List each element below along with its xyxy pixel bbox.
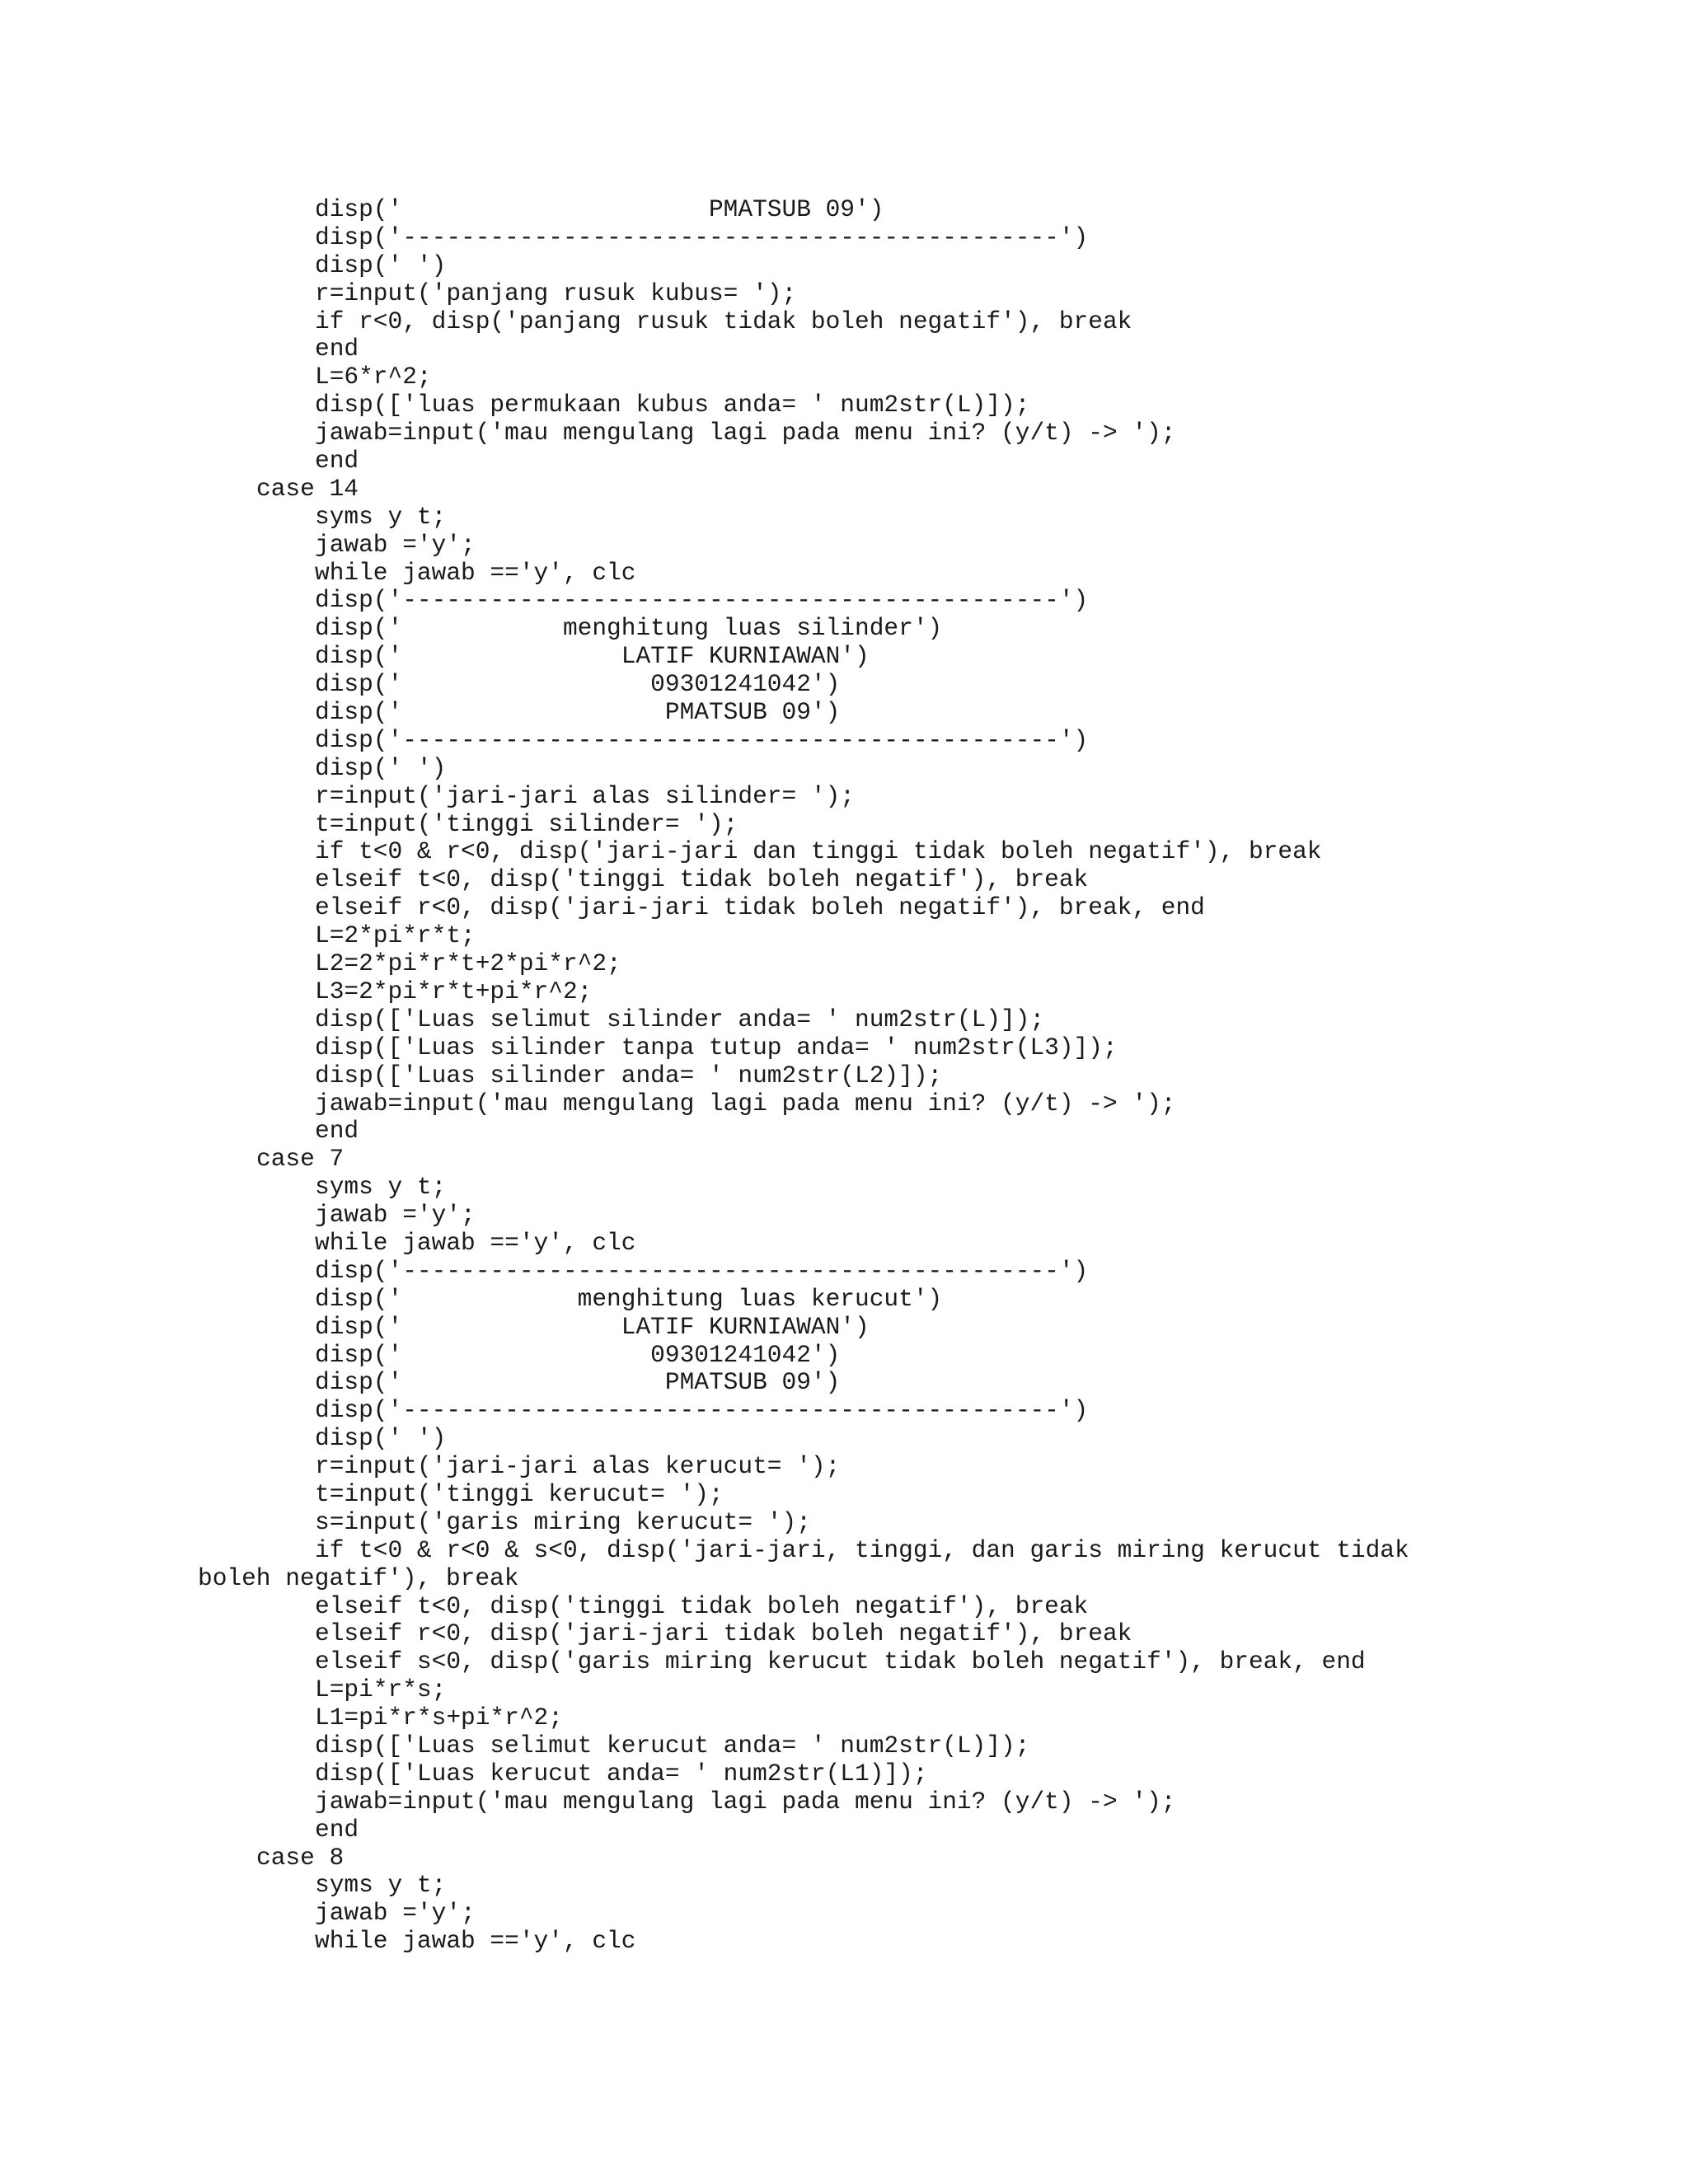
code-line: jawab ='y'; — [315, 1899, 476, 1928]
code-line: t=input('tinggi kerucut= '); — [315, 1479, 724, 1508]
code-line: disp(' ') — [315, 1424, 447, 1453]
code-line: end — [315, 1815, 359, 1844]
code-line: boleh negatif'), break — [198, 1563, 519, 1592]
code-line: if r<0, disp('panjang rusuk tidak boleh negatif'), break — [315, 307, 1132, 335]
code-line: while jawab =='y', clc — [315, 558, 636, 587]
code-line: s=input('garis miring kerucut= '); — [315, 1507, 811, 1536]
code-line: L=2*pi*r*t; — [315, 921, 476, 950]
code-line: case 14 — [256, 474, 359, 503]
code-line: disp(['Luas silinder anda= ' num2str(L2)]); — [315, 1061, 943, 1090]
code-line: syms y t; — [315, 1173, 447, 1202]
code-line: disp(' PMATSUB 09') — [315, 195, 884, 223]
code-line: disp(' menghitung luas kerucut') — [315, 1284, 943, 1313]
code-line: if t<0 & r<0 & s<0, disp('jari-jari, tinggi, dan garis miring kerucut tidak — [315, 1535, 1409, 1564]
code-line: elseif t<0, disp('tinggi tidak boleh negatif'), break — [315, 1591, 1089, 1620]
code-line: while jawab =='y', clc — [315, 1228, 636, 1257]
code-line: disp(' ') — [315, 753, 447, 782]
code-line: disp('---------------------------------------------') — [315, 586, 1089, 615]
code-line: disp(' menghitung luas silinder') — [315, 614, 943, 643]
code-line: disp(['Luas kerucut anda= ' num2str(L1)]); — [315, 1759, 928, 1788]
code-line: jawab=input('mau mengulang lagi pada menu ini? (y/t) -> '); — [315, 1089, 1176, 1118]
code-line: elseif s<0, disp('garis miring kerucut tidak boleh negatif'), break, end — [315, 1647, 1366, 1676]
code-line: disp(' PMATSUB 09') — [315, 698, 841, 727]
code-line: case 7 — [256, 1145, 345, 1174]
code-line: elseif r<0, disp('jari-jari tidak boleh negatif'), break — [315, 1619, 1132, 1648]
code-line: syms y t; — [315, 1871, 447, 1900]
code-line: jawab ='y'; — [315, 530, 476, 559]
code-line: syms y t; — [315, 502, 447, 531]
code-line: L3=2*pi*r*t+pi*r^2; — [315, 977, 593, 1005]
code-line: disp(' ') — [315, 251, 447, 279]
code-line: end — [315, 335, 359, 363]
code-line: L2=2*pi*r*t+2*pi*r^2; — [315, 949, 621, 978]
code-line: L1=pi*r*s+pi*r^2; — [315, 1704, 563, 1732]
code-line: r=input('panjang rusuk kubus= '); — [315, 279, 797, 307]
code-line: disp(' 09301241042') — [315, 670, 841, 699]
code-line: r=input('jari-jari alas kerucut= '); — [315, 1452, 841, 1481]
code-line: t=input('tinggi silinder= '); — [315, 809, 738, 838]
code-line: end — [315, 447, 359, 476]
code-line: disp(' PMATSUB 09') — [315, 1368, 841, 1397]
code-line: disp(['Luas selimut silinder anda= ' num2str(L)]); — [315, 1005, 1045, 1033]
code-line: case 8 — [256, 1843, 345, 1872]
code-line: end — [315, 1117, 359, 1146]
code-line: disp(['Luas selimut kerucut anda= ' num2str(L)]); — [315, 1731, 1030, 1760]
code-line: disp(' LATIF KURNIAWAN') — [315, 1312, 870, 1341]
code-line: disp(['luas permukaan kubus anda= ' num2str(L)]); — [315, 391, 1030, 419]
code-line: while jawab =='y', clc — [315, 1927, 636, 1956]
code-line: disp('---------------------------------------------') — [315, 725, 1089, 754]
code-line: disp('---------------------------------------------') — [315, 1256, 1089, 1285]
code-listing — [0, 196, 1688, 1956]
code-line: disp('---------------------------------------------') — [315, 223, 1089, 251]
code-line: disp(['Luas silinder tanpa tutup anda= ' num2str(L3)]); — [315, 1033, 1118, 1062]
code-line: r=input('jari-jari alas silinder= '); — [315, 781, 856, 810]
code-line: jawab=input('mau mengulang lagi pada menu ini? (y/t) -> '); — [315, 419, 1176, 448]
code-line: if t<0 & r<0, disp('jari-jari dan tinggi tidak boleh negatif'), break — [315, 837, 1322, 866]
code-line: disp(' 09301241042') — [315, 1340, 841, 1369]
code-line: jawab ='y'; — [315, 1201, 476, 1230]
code-line: L=pi*r*s; — [315, 1675, 447, 1704]
code-line: elseif r<0, disp('jari-jari tidak boleh negatif'), break, end — [315, 893, 1205, 922]
code-line: L=6*r^2; — [315, 363, 432, 391]
code-line: disp(' LATIF KURNIAWAN') — [315, 642, 870, 671]
code-line: jawab=input('mau mengulang lagi pada menu ini? (y/t) -> '); — [315, 1787, 1176, 1816]
code-line: elseif t<0, disp('tinggi tidak boleh negatif'), break — [315, 865, 1089, 894]
code-line: disp('---------------------------------------------') — [315, 1396, 1089, 1425]
